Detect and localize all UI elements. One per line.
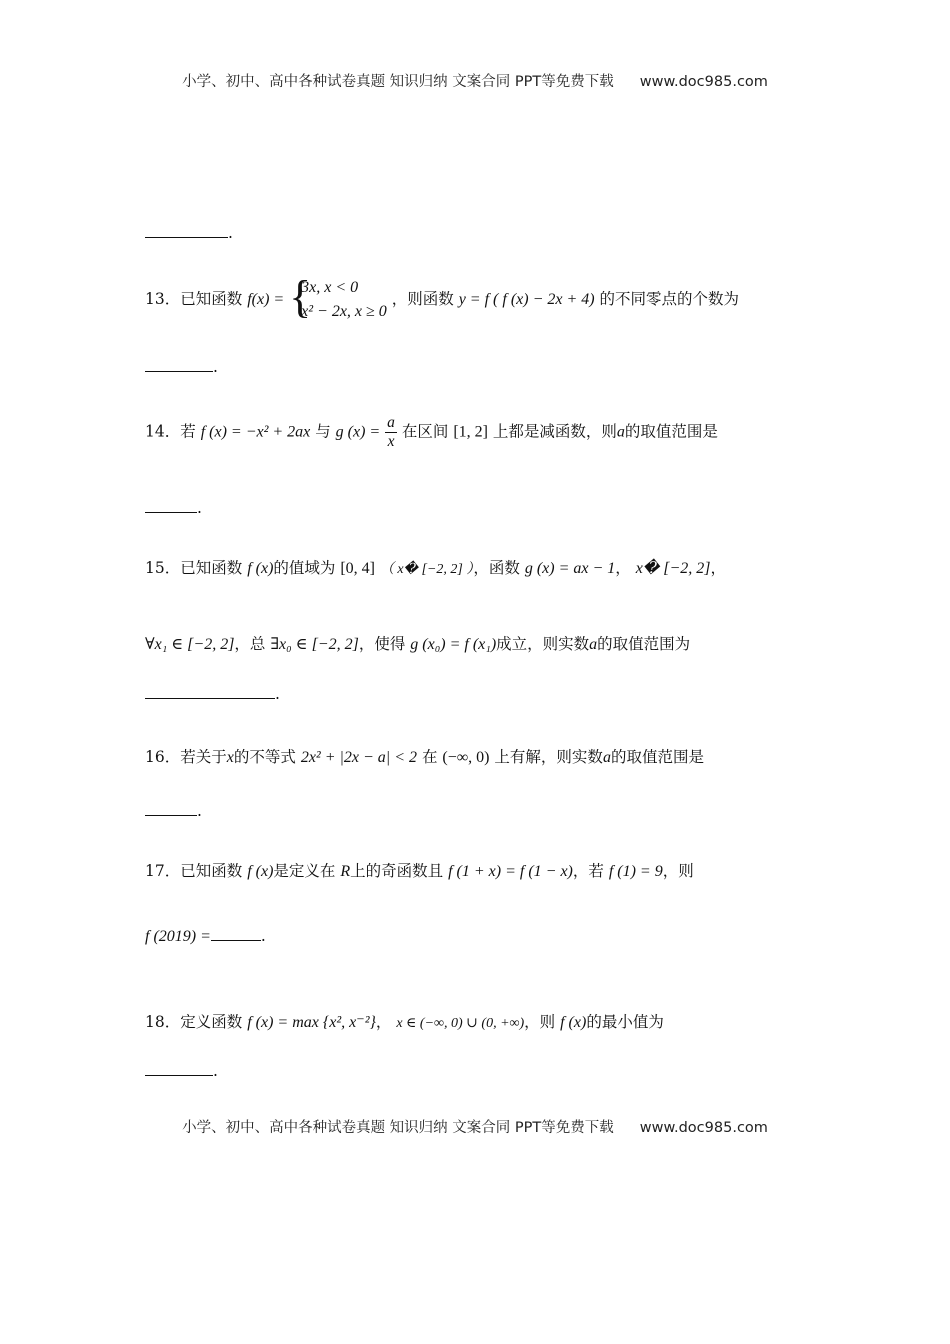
piecewise-definition	[289, 271, 387, 324]
answer-blank[interactable]	[145, 683, 275, 699]
question-15-line-2: ∀x₁ ∈ [−2, 2]，总 ∃x₀ ∈ [−2, 2]，使得 g (x₀) = f (x₁)成立，则实数a的取值范围为	[145, 635, 691, 653]
target-expression: f (2019) =	[145, 928, 211, 945]
question-number: 16．	[145, 748, 181, 766]
question-number: 17．	[145, 862, 181, 880]
interval: [1, 2]	[453, 423, 488, 441]
case-1: 3x, x < 0	[301, 279, 359, 296]
answer-blank[interactable]	[145, 356, 213, 372]
question-16: 16．若关于x的不等式 2x² + |2x − a| < 2 在 (−∞, 0) 上有解，则实数a的取值范围是	[145, 748, 704, 766]
question-14: 14．若 f (x) = −x² + 2ax 与 g (x) = $\frac{a}{x}$ 在区间 [1, 2] 上都是减函数，则a的取值范围是	[145, 414, 718, 450]
given-value: f (1) = 9	[608, 863, 663, 880]
answer-blank[interactable]	[145, 222, 228, 238]
condition-2: x� [−2, 2]	[635, 560, 711, 577]
range: [0, 4]	[340, 560, 375, 577]
inequality: 2x² + |2x − a| < 2	[300, 749, 417, 766]
question-17-line-2: f (2019) = .	[145, 927, 266, 945]
q18-answer-line: .	[145, 1060, 218, 1080]
forall-statement: ∀x₁ ∈ [−2, 2]	[145, 636, 235, 653]
question-number: 18．	[145, 1013, 181, 1031]
condition-1: （ x� [−2, 2] ）	[379, 562, 474, 577]
exists-statement: ∃x₀ ∈ [−2, 2]	[270, 636, 359, 653]
answer-blank[interactable]	[211, 925, 261, 941]
answer-blank[interactable]	[145, 800, 197, 816]
question-number: 14．	[145, 422, 181, 441]
footer-text: 小学、初中、高中各种试卷真题 知识归纳 文案合同 PPT等免费下载	[182, 1120, 614, 1136]
answer-blank[interactable]	[145, 497, 197, 513]
q13-answer-line: .	[145, 356, 218, 376]
function-f: f(x) =	[247, 291, 285, 308]
q12-answer-line: .	[145, 222, 233, 242]
page-header	[0, 70, 950, 91]
q14-answer-line: .	[145, 497, 202, 517]
function-definition: f (x) = max {x², x⁻²}	[247, 1014, 376, 1031]
fraction-a-over-x: $\frac{a}{x}$	[387, 414, 395, 450]
question-15: 15．已知函数 f (x)的值域为 [0, 4] （ x� [−2, 2] ），函数 g (x) = ax − 1， x� [−2, 2]，	[145, 559, 726, 577]
equation: g (x₀) = f (x₁)	[410, 636, 497, 653]
interval: (−∞, 0)	[442, 749, 490, 766]
question-18: 18．定义函数 f (x) = max {x², x⁻²}， x ∈ (−∞, 0) ∪ (0, +∞)，则 f (x)的最小值为	[145, 1013, 664, 1031]
function-g: g (x) = ax − 1	[524, 560, 616, 577]
composite-expression: y = f ( f (x) − 2x + 4)	[458, 291, 595, 308]
answer-blank[interactable]	[145, 1060, 213, 1076]
question-number: 13．	[145, 290, 181, 308]
question-17: 17．已知函数 f (x)是定义在 R上的奇函数且 f (1 + x) = f (1 − x)，若 f (1) = 9，则	[145, 862, 694, 880]
left-brace: {	[289, 271, 312, 322]
header-url: www.doc985.com	[639, 74, 768, 90]
function-g: g (x) =	[335, 423, 381, 441]
question-13: 13．已知函数 f(x) = { 3x, x < 0 x² − 2x, x ≥ 0 ，则函数 y = f ( f (x) − 2x + 4) 的不同零点的个数为	[145, 271, 740, 322]
q16-answer-line: .	[145, 800, 202, 820]
domain: x ∈ (−∞, 0) ∪ (0, +∞)	[396, 1016, 525, 1031]
symmetry-equation: f (1 + x) = f (1 − x)	[448, 863, 573, 880]
question-number: 15．	[145, 559, 181, 577]
case-2: x² − 2x, x ≥ 0	[301, 303, 387, 320]
footer-url: www.doc985.com	[639, 1120, 768, 1136]
q15-answer-line: .	[145, 683, 280, 703]
page-footer	[0, 1116, 950, 1137]
function-f: f (x) = −x² + 2ax	[200, 423, 311, 441]
header-text: 小学、初中、高中各种试卷真题 知识归纳 文案合同 PPT等免费下载	[182, 74, 614, 90]
